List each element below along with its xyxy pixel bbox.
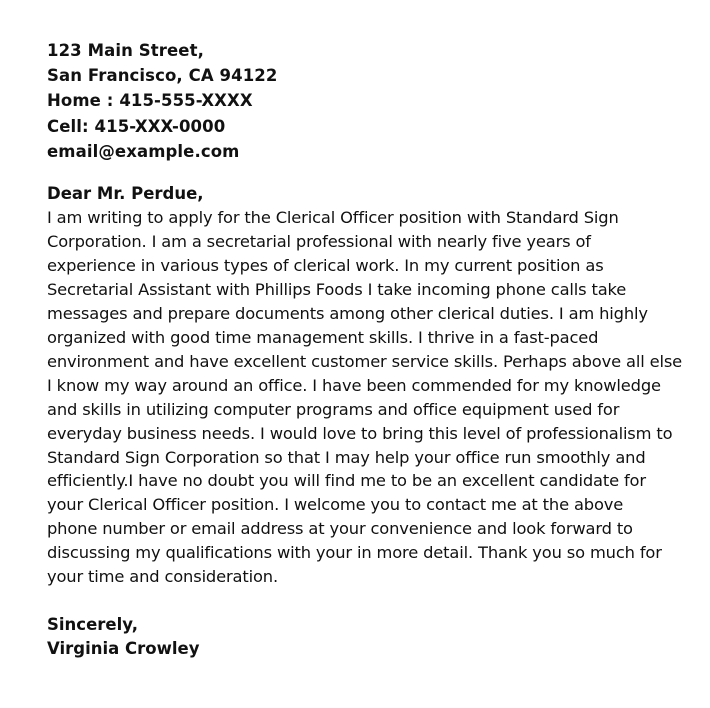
body-line: organized with good time management skills. I thrive in a fast-paced bbox=[47, 327, 599, 347]
body-line: your Clerical Officer position. I welcome you to contact me at the above bbox=[47, 495, 624, 515]
closing-block bbox=[47, 613, 199, 661]
body-line: discussing my qualifications with your in more detail. Thank you so much for bbox=[47, 543, 662, 563]
body-line: efficiently.I have no doubt you will find me to be an excellent candidate for bbox=[47, 471, 646, 491]
sender-email: email@example.com bbox=[47, 141, 240, 161]
body-line: phone number or email address at your convenience and look forward to bbox=[47, 519, 633, 539]
body-line: your time and consideration. bbox=[47, 567, 278, 587]
body-line: experience in various types of clerical work. In my current position as bbox=[47, 255, 604, 275]
sender-street: 123 Main Street, bbox=[47, 41, 204, 60]
body-line: I know my way around an office. I have been commended for my knowledge bbox=[47, 375, 661, 395]
body-line: environment and have excellent customer service skills. Perhaps above all else bbox=[47, 351, 683, 371]
body-line: Corporation. I am a secretarial professional with nearly five years of bbox=[47, 231, 591, 251]
sender-cell-phone: Cell: 415-XXX-0000 bbox=[47, 116, 226, 136]
body-line: and skills in utilizing computer programs and office equipment used for bbox=[47, 399, 620, 419]
signature-name: Virginia Crowley bbox=[47, 639, 200, 658]
salutation: Dear Mr. Perdue, bbox=[47, 184, 204, 203]
body-line: everyday business needs. I would love to bring this level of professionalism to bbox=[47, 423, 673, 443]
body-line: I am writing to apply for the Clerical Officer position with Standard Sign bbox=[47, 208, 619, 227]
body-line: Secretarial Assistant with Phillips Foods I take incoming phone calls take bbox=[47, 279, 627, 299]
sender-city: San Francisco, CA 94122 bbox=[47, 66, 278, 86]
sender-address-block bbox=[47, 38, 277, 164]
body-line: Standard Sign Corporation so that I may help your office run smoothly and bbox=[47, 447, 646, 467]
body-line: messages and prepare documents among other clerical duties. I am highly bbox=[47, 303, 648, 323]
sender-home-phone: Home : 415-555-XXXX bbox=[47, 91, 253, 111]
valediction: Sincerely, bbox=[47, 615, 138, 634]
letter-body bbox=[47, 206, 682, 589]
